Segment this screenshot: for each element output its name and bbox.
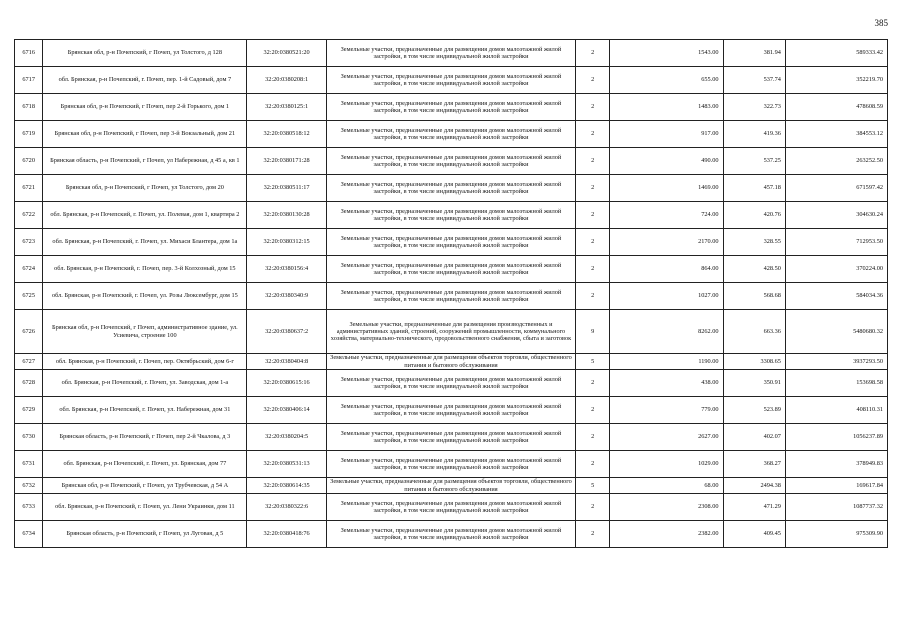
table-row [15,424,888,451]
cadastral-value-cell: 370224.00 [785,256,887,283]
group-cell: 2 [576,256,610,283]
cadastral-number-cell: 32:20:0380130:28 [247,202,326,229]
address-cell: Брянская область, р-н Почепский, г Почеп, пер 2-й Чкалова, д 3 [43,424,247,451]
table-row [15,370,888,397]
table-row [15,521,888,548]
permitted-use-cell: Земельные участки, предназначенные для размещения домов малоэтажной жилой застройки, в том числе индивидуальной жилой застройки [326,121,575,148]
cadastral-value-cell: 3937293.50 [785,354,887,370]
cadastral-value-cell: 712953.50 [785,229,887,256]
permitted-use-cell: Земельные участки, предназначенные для размещения домов малоэтажной жилой застройки, в том числе индивидуальной жилой застройки [326,283,575,310]
row-number: 6724 [15,256,43,283]
group-cell: 2 [576,148,610,175]
address-cell: Брянская область, р-н Почепский, г Почеп, ул Луговая, д 5 [43,521,247,548]
area-cell: 2627.00 [610,424,723,451]
permitted-use-cell: Земельные участки, предназначенные для размещения домов малоэтажной жилой застройки, в том числе индивидуальной жилой застройки [326,494,575,521]
cadastral-number-cell: 32:20:0380340:9 [247,283,326,310]
row-number: 6722 [15,202,43,229]
address-cell: обл. Брянская, р-н Почепский, г. Почеп, ул. Лени Украинки, дом 11 [43,494,247,521]
permitted-use-cell: Земельные участки, предназначенные для размещения производственных и административных зданий, строений, сооружений промышленности, коммунального хозяйства, материально-технического, продовольственного снабжения, сбыта и заготовок [326,310,575,354]
permitted-use-cell: Земельные участки, предназначенные для размещения домов малоэтажной жилой застройки, в том числе индивидуальной жилой застройки [326,67,575,94]
group-cell: 2 [576,94,610,121]
address-cell: обл. Брянская, р-н Почепский, г. Почеп, пер. 1-й Садовый, дом 7 [43,67,247,94]
group-cell: 2 [576,370,610,397]
unit-value-cell: 523.89 [723,397,785,424]
group-cell: 2 [576,494,610,521]
unit-value-cell: 350.91 [723,370,785,397]
table-row [15,67,888,94]
table-row [15,283,888,310]
cadastral-number-cell: 32:20:0380614:35 [247,478,326,494]
group-cell: 2 [576,521,610,548]
permitted-use-cell: Земельные участки, предназначенные для размещения домов малоэтажной жилой застройки, в том числе индивидуальной жилой застройки [326,148,575,175]
table-row [15,354,888,370]
address-cell: Брянская обл, р-н Почепский, г Почеп, ул Толстого, д 128 [43,40,247,67]
cadastral-value-cell: 584034.36 [785,283,887,310]
table-row [15,256,888,283]
group-cell: 2 [576,424,610,451]
permitted-use-cell: Земельные участки, предназначенные для размещения домов малоэтажной жилой застройки, в том числе индивидуальной жилой застройки [326,451,575,478]
address-cell: обл. Брянская, р-н Почепский, г. Почеп, ул. Полевая, дом 1, квартира 2 [43,202,247,229]
cadastral-value-cell: 589333.42 [785,40,887,67]
permitted-use-cell: Земельные участки, предназначенные для размещения объектов торговли, общественного питания и бытового обслуживания [326,354,575,370]
area-cell: 1543.00 [610,40,723,67]
group-cell: 5 [576,354,610,370]
permitted-use-cell: Земельные участки, предназначенные для размещения домов малоэтажной жилой застройки, в том числе индивидуальной жилой застройки [326,256,575,283]
area-cell: 8262.00 [610,310,723,354]
cadastral-value-cell: 153698.58 [785,370,887,397]
address-cell: обл. Брянская, р-н Почепский, г. Почеп, ул. Михаси Блантера, дом 1а [43,229,247,256]
table-row [15,494,888,521]
cadastral-number-cell: 32:20:0380171:28 [247,148,326,175]
area-cell: 438.00 [610,370,723,397]
area-cell: 864.00 [610,256,723,283]
table-row [15,229,888,256]
cadastral-value-cell: 384553.12 [785,121,887,148]
group-cell: 2 [576,202,610,229]
cadastral-value-cell: 169617.84 [785,478,887,494]
cadastral-value-cell: 671597.42 [785,175,887,202]
table-row [15,202,888,229]
row-number: 6721 [15,175,43,202]
table-body [15,40,888,548]
area-cell: 2170.00 [610,229,723,256]
cadastral-value-cell: 5480680.32 [785,310,887,354]
permitted-use-cell: Земельные участки, предназначенные для размещения домов малоэтажной жилой застройки, в том числе индивидуальной жилой застройки [326,175,575,202]
address-cell: Брянская обл, р-н Почепский, г Почеп, пер 3-й Вокзальный, дом 21 [43,121,247,148]
permitted-use-cell: Земельные участки, предназначенные для размещения домов малоэтажной жилой застройки, в том числе индивидуальной жилой застройки [326,40,575,67]
area-cell: 1483.00 [610,94,723,121]
area-cell: 2382.00 [610,521,723,548]
permitted-use-cell: Земельные участки, предназначенные для размещения домов малоэтажной жилой застройки, в том числе индивидуальной жилой застройки [326,521,575,548]
area-cell: 917.00 [610,121,723,148]
address-cell: обл. Брянская, р-н Почепский, г. Почеп, ул. Брянская, дом 77 [43,451,247,478]
table-row [15,94,888,121]
cadastral-value-cell: 1056237.89 [785,424,887,451]
row-number: 6716 [15,40,43,67]
table-row [15,310,888,354]
permitted-use-cell: Земельные участки, предназначенные для размещения домов малоэтажной жилой застройки, в том числе индивидуальной жилой застройки [326,370,575,397]
address-cell: обл. Брянская, р-н Почепский, г. Почеп, ул. Розы Люксембург, дом 15 [43,283,247,310]
area-cell: 1029.00 [610,451,723,478]
cadastral-number-cell: 32:20:0380204:5 [247,424,326,451]
row-number: 6718 [15,94,43,121]
area-cell: 655.00 [610,67,723,94]
row-number: 6733 [15,494,43,521]
unit-value-cell: 409.45 [723,521,785,548]
address-cell: обл. Брянская, р-н Почепский, г. Почеп, пер. 3-й Колхозный, дом 15 [43,256,247,283]
table-row [15,148,888,175]
table-row [15,451,888,478]
group-cell: 2 [576,451,610,478]
unit-value-cell: 457.18 [723,175,785,202]
cadastral-number-cell: 32:20:0380208:1 [247,67,326,94]
unit-value-cell: 3308.65 [723,354,785,370]
unit-value-cell: 428.50 [723,256,785,283]
cadastral-number-cell: 32:20:0380518:12 [247,121,326,148]
unit-value-cell: 537.74 [723,67,785,94]
permitted-use-cell: Земельные участки, предназначенные для размещения домов малоэтажной жилой застройки, в том числе индивидуальной жилой застройки [326,397,575,424]
cadastral-number-cell: 32:20:0380531:13 [247,451,326,478]
table-row [15,40,888,67]
page-number: 385 [874,18,888,28]
cadastral-registry-table [14,39,888,548]
cadastral-value-cell: 478608.59 [785,94,887,121]
unit-value-cell: 322.73 [723,94,785,121]
cadastral-value-cell: 304630.24 [785,202,887,229]
permitted-use-cell: Земельные участки, предназначенные для размещения объектов торговли, общественного питания и бытового обслуживания [326,478,575,494]
row-number: 6717 [15,67,43,94]
area-cell: 1027.00 [610,283,723,310]
area-cell: 2308.00 [610,494,723,521]
table-row [15,121,888,148]
address-cell: Брянская область, р-н Почепский, г Почеп, ул Набережная, д 45 а, кв 1 [43,148,247,175]
cadastral-value-cell: 975309.90 [785,521,887,548]
row-number: 6732 [15,478,43,494]
area-cell: 490.00 [610,148,723,175]
unit-value-cell: 381.94 [723,40,785,67]
unit-value-cell: 471.29 [723,494,785,521]
cadastral-number-cell: 32:20:0380615:16 [247,370,326,397]
group-cell: 2 [576,175,610,202]
row-number: 6730 [15,424,43,451]
permitted-use-cell: Земельные участки, предназначенные для размещения домов малоэтажной жилой застройки, в том числе индивидуальной жилой застройки [326,424,575,451]
cadastral-number-cell: 32:20:0380406:14 [247,397,326,424]
row-number: 6727 [15,354,43,370]
cadastral-number-cell: 32:20:0380125:1 [247,94,326,121]
row-number: 6725 [15,283,43,310]
cadastral-number-cell: 32:20:0380637:2 [247,310,326,354]
address-cell: Брянская обл, р-н Почепский, г Почеп, ул Трубчевская, д 54 А [43,478,247,494]
group-cell: 5 [576,478,610,494]
row-number: 6726 [15,310,43,354]
address-cell: Брянская обл, р-н Почепский, г Почеп, административное здание, ул. Усиевича, строение 100 [43,310,247,354]
row-number: 6734 [15,521,43,548]
group-cell: 2 [576,283,610,310]
unit-value-cell: 537.25 [723,148,785,175]
row-number: 6719 [15,121,43,148]
address-cell: обл. Брянская, р-н Почепский, г. Почеп, ул. Набережная, дом 31 [43,397,247,424]
row-number: 6723 [15,229,43,256]
area-cell: 779.00 [610,397,723,424]
cadastral-value-cell: 408110.31 [785,397,887,424]
area-cell: 1469.00 [610,175,723,202]
unit-value-cell: 420.76 [723,202,785,229]
cadastral-value-cell: 352219.70 [785,67,887,94]
cadastral-value-cell: 263252.50 [785,148,887,175]
group-cell: 2 [576,67,610,94]
cadastral-number-cell: 32:20:0380156:4 [247,256,326,283]
row-number: 6731 [15,451,43,478]
permitted-use-cell: Земельные участки, предназначенные для размещения домов малоэтажной жилой застройки, в том числе индивидуальной жилой застройки [326,94,575,121]
group-cell: 2 [576,121,610,148]
cadastral-number-cell: 32:20:0380418:76 [247,521,326,548]
unit-value-cell: 2494.38 [723,478,785,494]
group-cell: 2 [576,397,610,424]
table-row [15,397,888,424]
table-row [15,175,888,202]
unit-value-cell: 328.55 [723,229,785,256]
group-cell: 2 [576,40,610,67]
unit-value-cell: 419.36 [723,121,785,148]
row-number: 6729 [15,397,43,424]
area-cell: 68.00 [610,478,723,494]
cadastral-number-cell: 32:20:0380521:20 [247,40,326,67]
address-cell: Брянская обл, р-н Почепский, г Почеп, пер 2-й Горького, дом 1 [43,94,247,121]
unit-value-cell: 568.68 [723,283,785,310]
group-cell: 9 [576,310,610,354]
unit-value-cell: 663.36 [723,310,785,354]
area-cell: 724.00 [610,202,723,229]
cadastral-value-cell: 378949.83 [785,451,887,478]
address-cell: обл. Брянская, р-н Почепский, г. Почеп, ул. Заводская, дом 1-а [43,370,247,397]
cadastral-value-cell: 1087737.32 [785,494,887,521]
cadastral-number-cell: 32:20:0380322:6 [247,494,326,521]
area-cell: 1190.00 [610,354,723,370]
row-number: 6728 [15,370,43,397]
permitted-use-cell: Земельные участки, предназначенные для размещения домов малоэтажной жилой застройки, в том числе индивидуальной жилой застройки [326,229,575,256]
cadastral-number-cell: 32:20:0380511:17 [247,175,326,202]
address-cell: обл. Брянская, р-н Почепский, г. Почеп, пер. Октябрьский, дом 6-г [43,354,247,370]
cadastral-number-cell: 32:20:0380404:8 [247,354,326,370]
unit-value-cell: 402.07 [723,424,785,451]
group-cell: 2 [576,229,610,256]
address-cell: Брянская обл, р-н Почепский, г Почеп, ул Толстого, дом 20 [43,175,247,202]
row-number: 6720 [15,148,43,175]
table-row [15,478,888,494]
cadastral-number-cell: 32:20:0380312:15 [247,229,326,256]
permitted-use-cell: Земельные участки, предназначенные для размещения домов малоэтажной жилой застройки, в том числе индивидуальной жилой застройки [326,202,575,229]
unit-value-cell: 368.27 [723,451,785,478]
